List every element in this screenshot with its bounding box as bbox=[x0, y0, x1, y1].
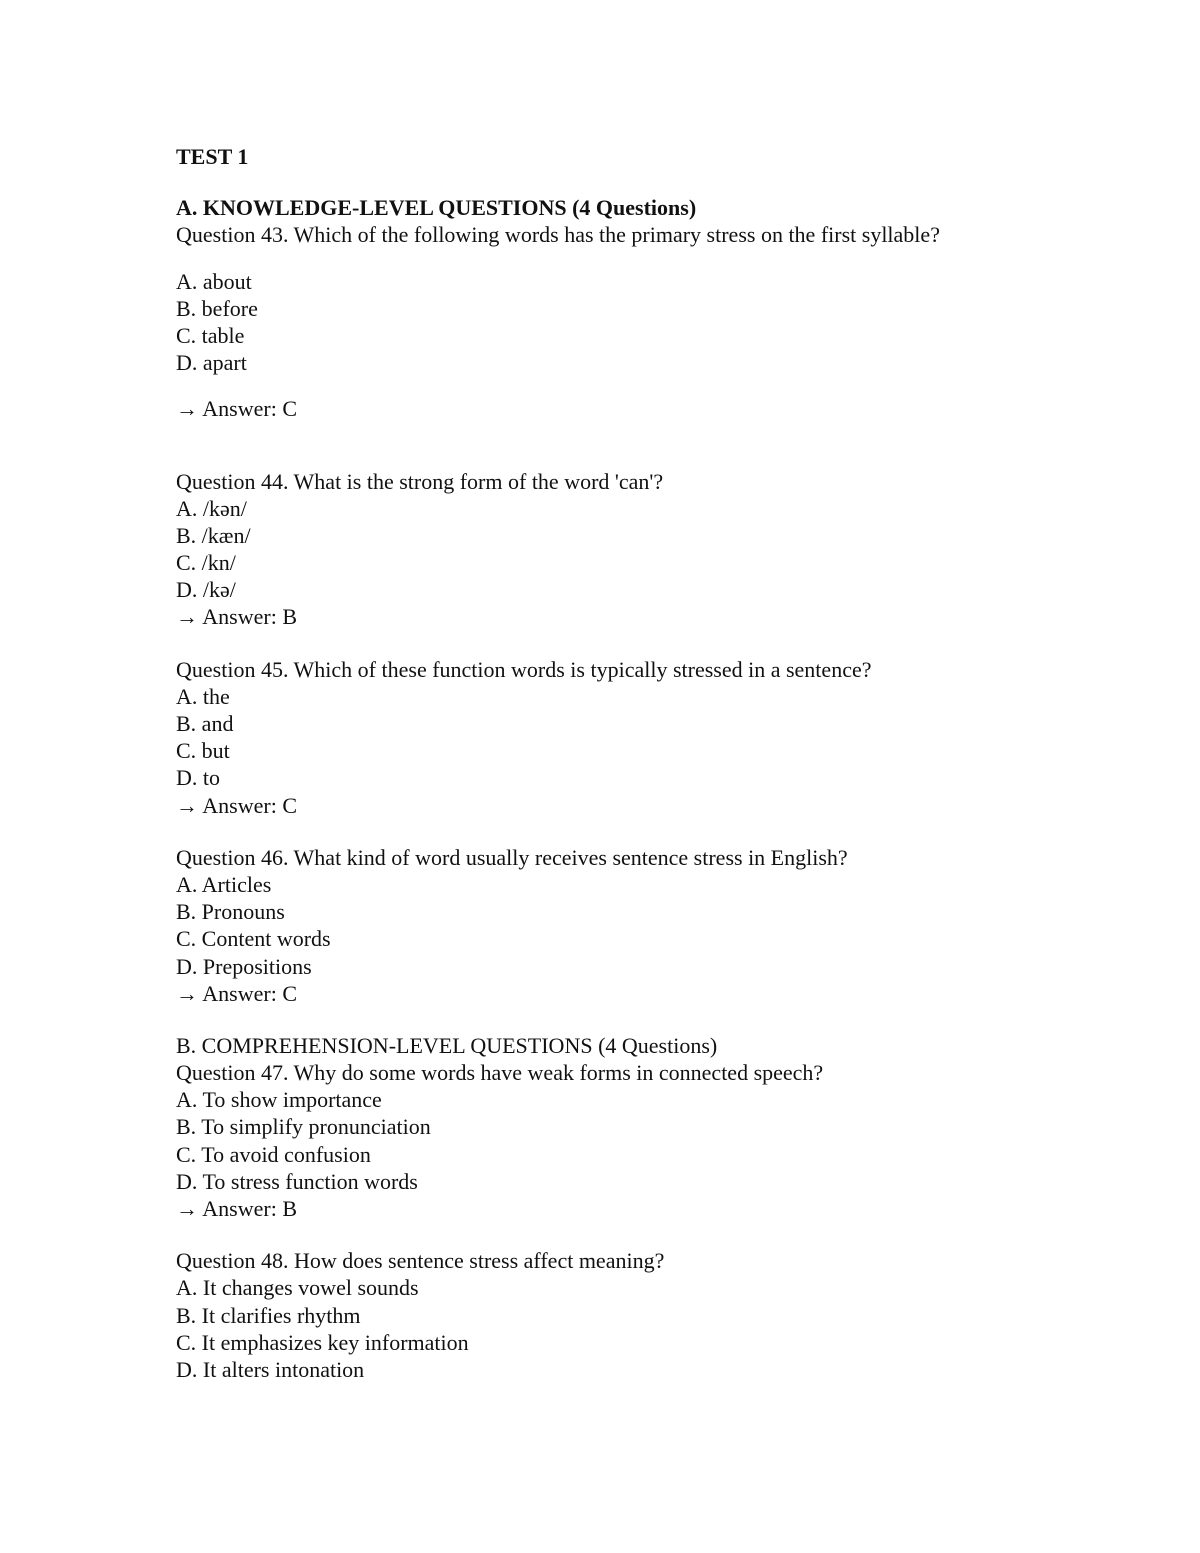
answer-line: → Answer: C bbox=[176, 396, 297, 422]
option-b: B. It clarifies rhythm bbox=[176, 1302, 361, 1328]
document-page bbox=[176, 143, 1156, 1383]
question-43 bbox=[176, 221, 1156, 422]
option-b: B. before bbox=[176, 295, 258, 321]
option-c: C. /kn/ bbox=[176, 550, 236, 576]
option-c: C. It emphasizes key information bbox=[176, 1329, 469, 1355]
option-b: B. and bbox=[176, 711, 234, 736]
option-c: C. To avoid confusion bbox=[176, 1141, 371, 1167]
answer-line: → Answer: B bbox=[176, 604, 297, 630]
answer-line: → Answer: C bbox=[176, 792, 297, 818]
question-stem: Question 43. Which of the following words has the primary stress on the first syllable? bbox=[176, 222, 940, 248]
option-a: A. To show importance bbox=[176, 1087, 382, 1113]
question-45 bbox=[176, 656, 1156, 819]
section-a-heading: A. KNOWLEDGE-LEVEL QUESTIONS (4 Questions) bbox=[176, 195, 697, 221]
option-b: B. Pronouns bbox=[176, 899, 285, 925]
question-stem: Question 45. Which of these function words is typically stressed in a sentence? bbox=[176, 656, 872, 682]
option-b: B. /kæn/ bbox=[176, 522, 251, 548]
option-c: C. table bbox=[176, 322, 245, 348]
option-a: A. the bbox=[176, 683, 230, 709]
page-title: TEST 1 bbox=[176, 144, 249, 169]
option-b: B. To simplify pronunciation bbox=[176, 1114, 431, 1140]
answer-line: → Answer: B bbox=[176, 1196, 297, 1221]
option-a: A. /kən/ bbox=[176, 495, 247, 521]
question-48 bbox=[176, 1247, 1156, 1383]
option-a: A. It changes vowel sounds bbox=[176, 1275, 419, 1301]
option-a: A. Articles bbox=[176, 871, 272, 897]
question-47 bbox=[176, 1059, 1156, 1222]
option-c: C. Content words bbox=[176, 926, 331, 952]
option-a: A. about bbox=[176, 268, 252, 294]
question-stem: Question 48. How does sentence stress affect meaning? bbox=[176, 1248, 665, 1274]
option-d: D. to bbox=[176, 765, 220, 791]
question-46 bbox=[176, 844, 1156, 1007]
option-c: C. but bbox=[176, 738, 230, 764]
question-stem: Question 44. What is the strong form of the word 'can'? bbox=[176, 468, 664, 494]
option-d: D. It alters intonation bbox=[176, 1356, 365, 1382]
option-d: D. /kə/ bbox=[176, 577, 236, 603]
question-44 bbox=[176, 468, 1156, 631]
option-d: D. apart bbox=[176, 350, 247, 376]
answer-line: → Answer: C bbox=[176, 980, 297, 1006]
option-d: D. Prepositions bbox=[176, 953, 312, 979]
question-stem: Question 47. Why do some words have weak forms in connected speech? bbox=[176, 1060, 824, 1086]
question-stem: Question 46. What kind of word usually receives sentence stress in English? bbox=[176, 844, 848, 870]
option-d: D. To stress function words bbox=[176, 1168, 418, 1194]
section-b-heading: B. COMPREHENSION-LEVEL QUESTIONS (4 Questions) bbox=[176, 1032, 718, 1058]
